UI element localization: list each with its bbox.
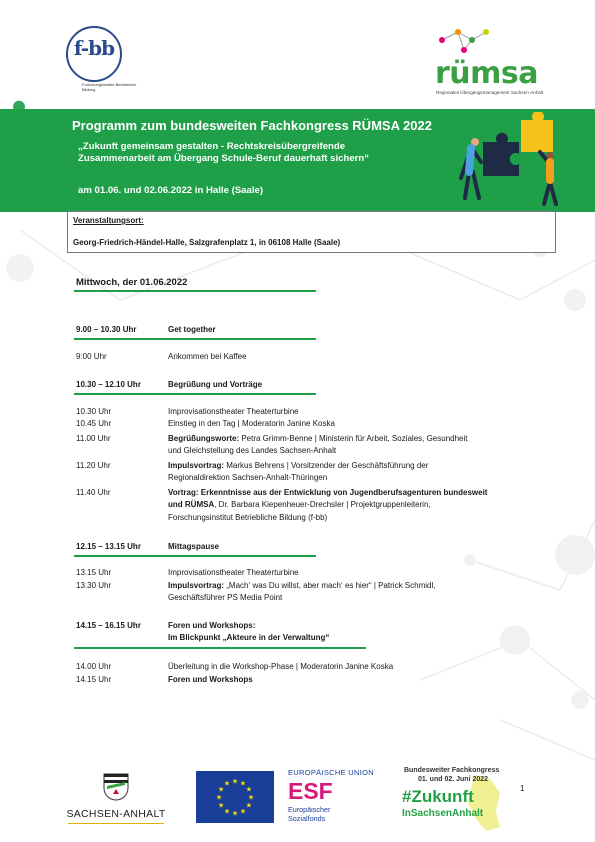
esf-logo bbox=[286, 768, 386, 828]
esf-text: ESF bbox=[288, 778, 333, 804]
venue-label: Veranstaltungsort: bbox=[73, 216, 144, 225]
section-time: 14.15 – 16.15 Uhr bbox=[76, 621, 141, 630]
ruemsa-logo-subtitle: Regionales Übergangsmanagement Sachsen-Anhalt bbox=[436, 90, 544, 95]
esf-subtitle-line1: Europäischer bbox=[288, 805, 331, 814]
entry-line: Regionaldirektion Sachsen-Anhalt-Thüringen bbox=[168, 473, 328, 483]
entry-line: und Gleichstellung des Landes Sachsen-Anhalt bbox=[168, 446, 337, 456]
entry-line: „Mach‘ was Du willst, aber mach‘ es hier“ | Patrick Schmidl, bbox=[224, 581, 436, 590]
banner-title: Programm zum bundesweiten Fachkongress RÜMSA 2022 bbox=[72, 118, 433, 133]
eu-star: ★ bbox=[239, 808, 247, 816]
entry-text bbox=[168, 487, 554, 524]
entry-time: 11.40 Uhr bbox=[76, 488, 111, 497]
entry-text bbox=[168, 580, 554, 605]
section-rule bbox=[74, 338, 316, 340]
section-title: Mittagspause bbox=[168, 542, 220, 551]
zukunft-hashtag-sub: InSachsenAnhalt bbox=[402, 808, 484, 819]
section-title: Begrüßung und Vorträge bbox=[168, 380, 263, 389]
entry-time: 13.15 Uhr bbox=[76, 568, 112, 577]
entry-line: Markus Behrens | Vorsitzender der Geschäftsführung der bbox=[224, 461, 429, 470]
eu-star: ★ bbox=[245, 786, 252, 794]
section-title: Get together bbox=[168, 325, 216, 334]
eu-stars-icon bbox=[196, 771, 274, 823]
venue-box bbox=[67, 211, 556, 253]
entry-text: Ankommen bei Kaffee bbox=[168, 352, 247, 361]
entry-time: 10.30 Uhr bbox=[76, 407, 112, 416]
entry-line: Geschäftsführer PS Media Point bbox=[168, 593, 283, 603]
fbb-logo-subtitle: Forschungsinstitut Betriebliche Bildung bbox=[82, 82, 137, 92]
esf-union-text: EUROPÄISCHE UNION bbox=[288, 768, 374, 777]
banner-subtitle-line1: „Zukunft gemeinsam gestalten - Rechtskreisübergreifende bbox=[78, 141, 346, 152]
entry-label: Impulsvortrag: bbox=[168, 581, 225, 590]
section-rule bbox=[74, 647, 366, 649]
entry-text: Foren und Workshops bbox=[168, 675, 253, 684]
ruemsa-logo-text: rümsa bbox=[435, 56, 539, 91]
entry-text: Einstieg in den Tag | Moderatorin Janine Koska bbox=[168, 419, 335, 428]
eu-star: ★ bbox=[215, 794, 223, 802]
eu-star: ★ bbox=[245, 802, 252, 810]
section-title-line2: Im Blickpunkt „Akteure in der Verwaltung“ bbox=[168, 633, 330, 643]
entry-time: 14.00 Uhr bbox=[76, 662, 112, 671]
venue-address: Georg-Friedrich-Händel-Halle, Salzgrafenplatz 1, in 06108 Halle (Saale) bbox=[73, 238, 341, 247]
zukunft-line2: 01. und 02. Juni 2022 bbox=[418, 776, 489, 783]
entry-line: Forschungsinstitut Betriebliche Bildung (f-bb) bbox=[168, 512, 328, 522]
esf-subtitle-line2: Sozialfonds bbox=[288, 813, 326, 823]
entry-text: Improvisationstheater Theaterturbine bbox=[168, 407, 299, 416]
entry-time: 10.45 Uhr bbox=[76, 419, 112, 428]
day-heading-rule bbox=[74, 290, 316, 292]
banner-date: am 01.06. und 02.06.2022 in Halle (Saale) bbox=[78, 185, 264, 196]
section-title bbox=[168, 620, 554, 645]
ruemsa-network-icon bbox=[434, 26, 504, 58]
entry-text bbox=[168, 460, 554, 485]
zukunft-in-sachsen-anhalt-logo bbox=[398, 767, 510, 829]
day-heading: Mittwoch, der 01.06.2022 bbox=[76, 277, 188, 288]
entry-line: , Dr. Barbara Kiepenheuer-Drechsler | Projektgruppenleiterin, bbox=[214, 500, 431, 510]
entry-text: Überleitung in die Workshop-Phase | Moderatorin Janine Koska bbox=[168, 662, 394, 671]
sachsen-anhalt-underline bbox=[68, 823, 164, 824]
banner-subtitle bbox=[78, 141, 428, 165]
banner-subtitle-line2: Zusammenarbeit am Übergang Schule-Beruf dauerhaft sichern“ bbox=[78, 153, 370, 164]
entry-time: 13.30 Uhr bbox=[76, 581, 112, 590]
eu-star: ★ bbox=[218, 786, 225, 794]
entry-label: Impulsvortrag: bbox=[168, 461, 225, 470]
section-rule bbox=[74, 393, 316, 395]
zukunft-hashtag: #Zukunft bbox=[402, 787, 474, 806]
eu-star: ★ bbox=[231, 810, 239, 818]
sachsen-anhalt-logo bbox=[60, 770, 172, 828]
entry-text: Improvisationstheater Theaterturbine bbox=[168, 568, 299, 577]
entry-time: 14.15 Uhr bbox=[76, 675, 112, 684]
section-title-line1: Foren und Workshops: bbox=[168, 621, 256, 630]
entry-label: und RÜMSA bbox=[168, 500, 215, 510]
sachsen-anhalt-text: SACHSEN-ANHALT bbox=[66, 808, 166, 820]
entry-line: Petra Grimm-Benne | Ministerin für Arbeit, Soziales, Gesundheit bbox=[239, 434, 468, 443]
section-time: 9.00 – 10.30 Uhr bbox=[76, 325, 137, 334]
ruemsa-logo bbox=[430, 26, 550, 96]
section-time: 12.15 – 13.15 Uhr bbox=[76, 542, 141, 551]
section-time: 10.30 – 12.10 Uhr bbox=[76, 380, 141, 389]
eu-star: ★ bbox=[231, 778, 239, 786]
entry-label: Begrüßungsworte: bbox=[168, 434, 240, 443]
entry-time: 9:00 Uhr bbox=[76, 352, 107, 361]
entry-time: 11.20 Uhr bbox=[76, 461, 111, 470]
esf-subtitle bbox=[288, 806, 378, 823]
puzzle-people-illustration bbox=[455, 112, 575, 208]
eu-flag bbox=[196, 771, 274, 823]
coat-of-arms-icon bbox=[101, 770, 131, 804]
eu-star: ★ bbox=[223, 808, 231, 816]
eu-star: ★ bbox=[247, 794, 255, 802]
eu-star: ★ bbox=[239, 780, 247, 788]
eu-star: ★ bbox=[218, 802, 225, 810]
section-rule bbox=[74, 555, 316, 557]
zukunft-line1: Bundesweiter Fachkongress bbox=[404, 767, 500, 774]
eu-star: ★ bbox=[223, 780, 231, 788]
entry-time: 11.00 Uhr bbox=[76, 434, 111, 443]
page-number: 1 bbox=[520, 784, 525, 793]
entry-text bbox=[168, 433, 554, 458]
fbb-logo-text: f-bb bbox=[73, 36, 115, 60]
fbb-logo bbox=[64, 22, 137, 94]
entry-label: Vortrag: Erkenntnisse aus der Entwicklung von Jugendberufsagenturen bundesweit bbox=[168, 488, 488, 497]
